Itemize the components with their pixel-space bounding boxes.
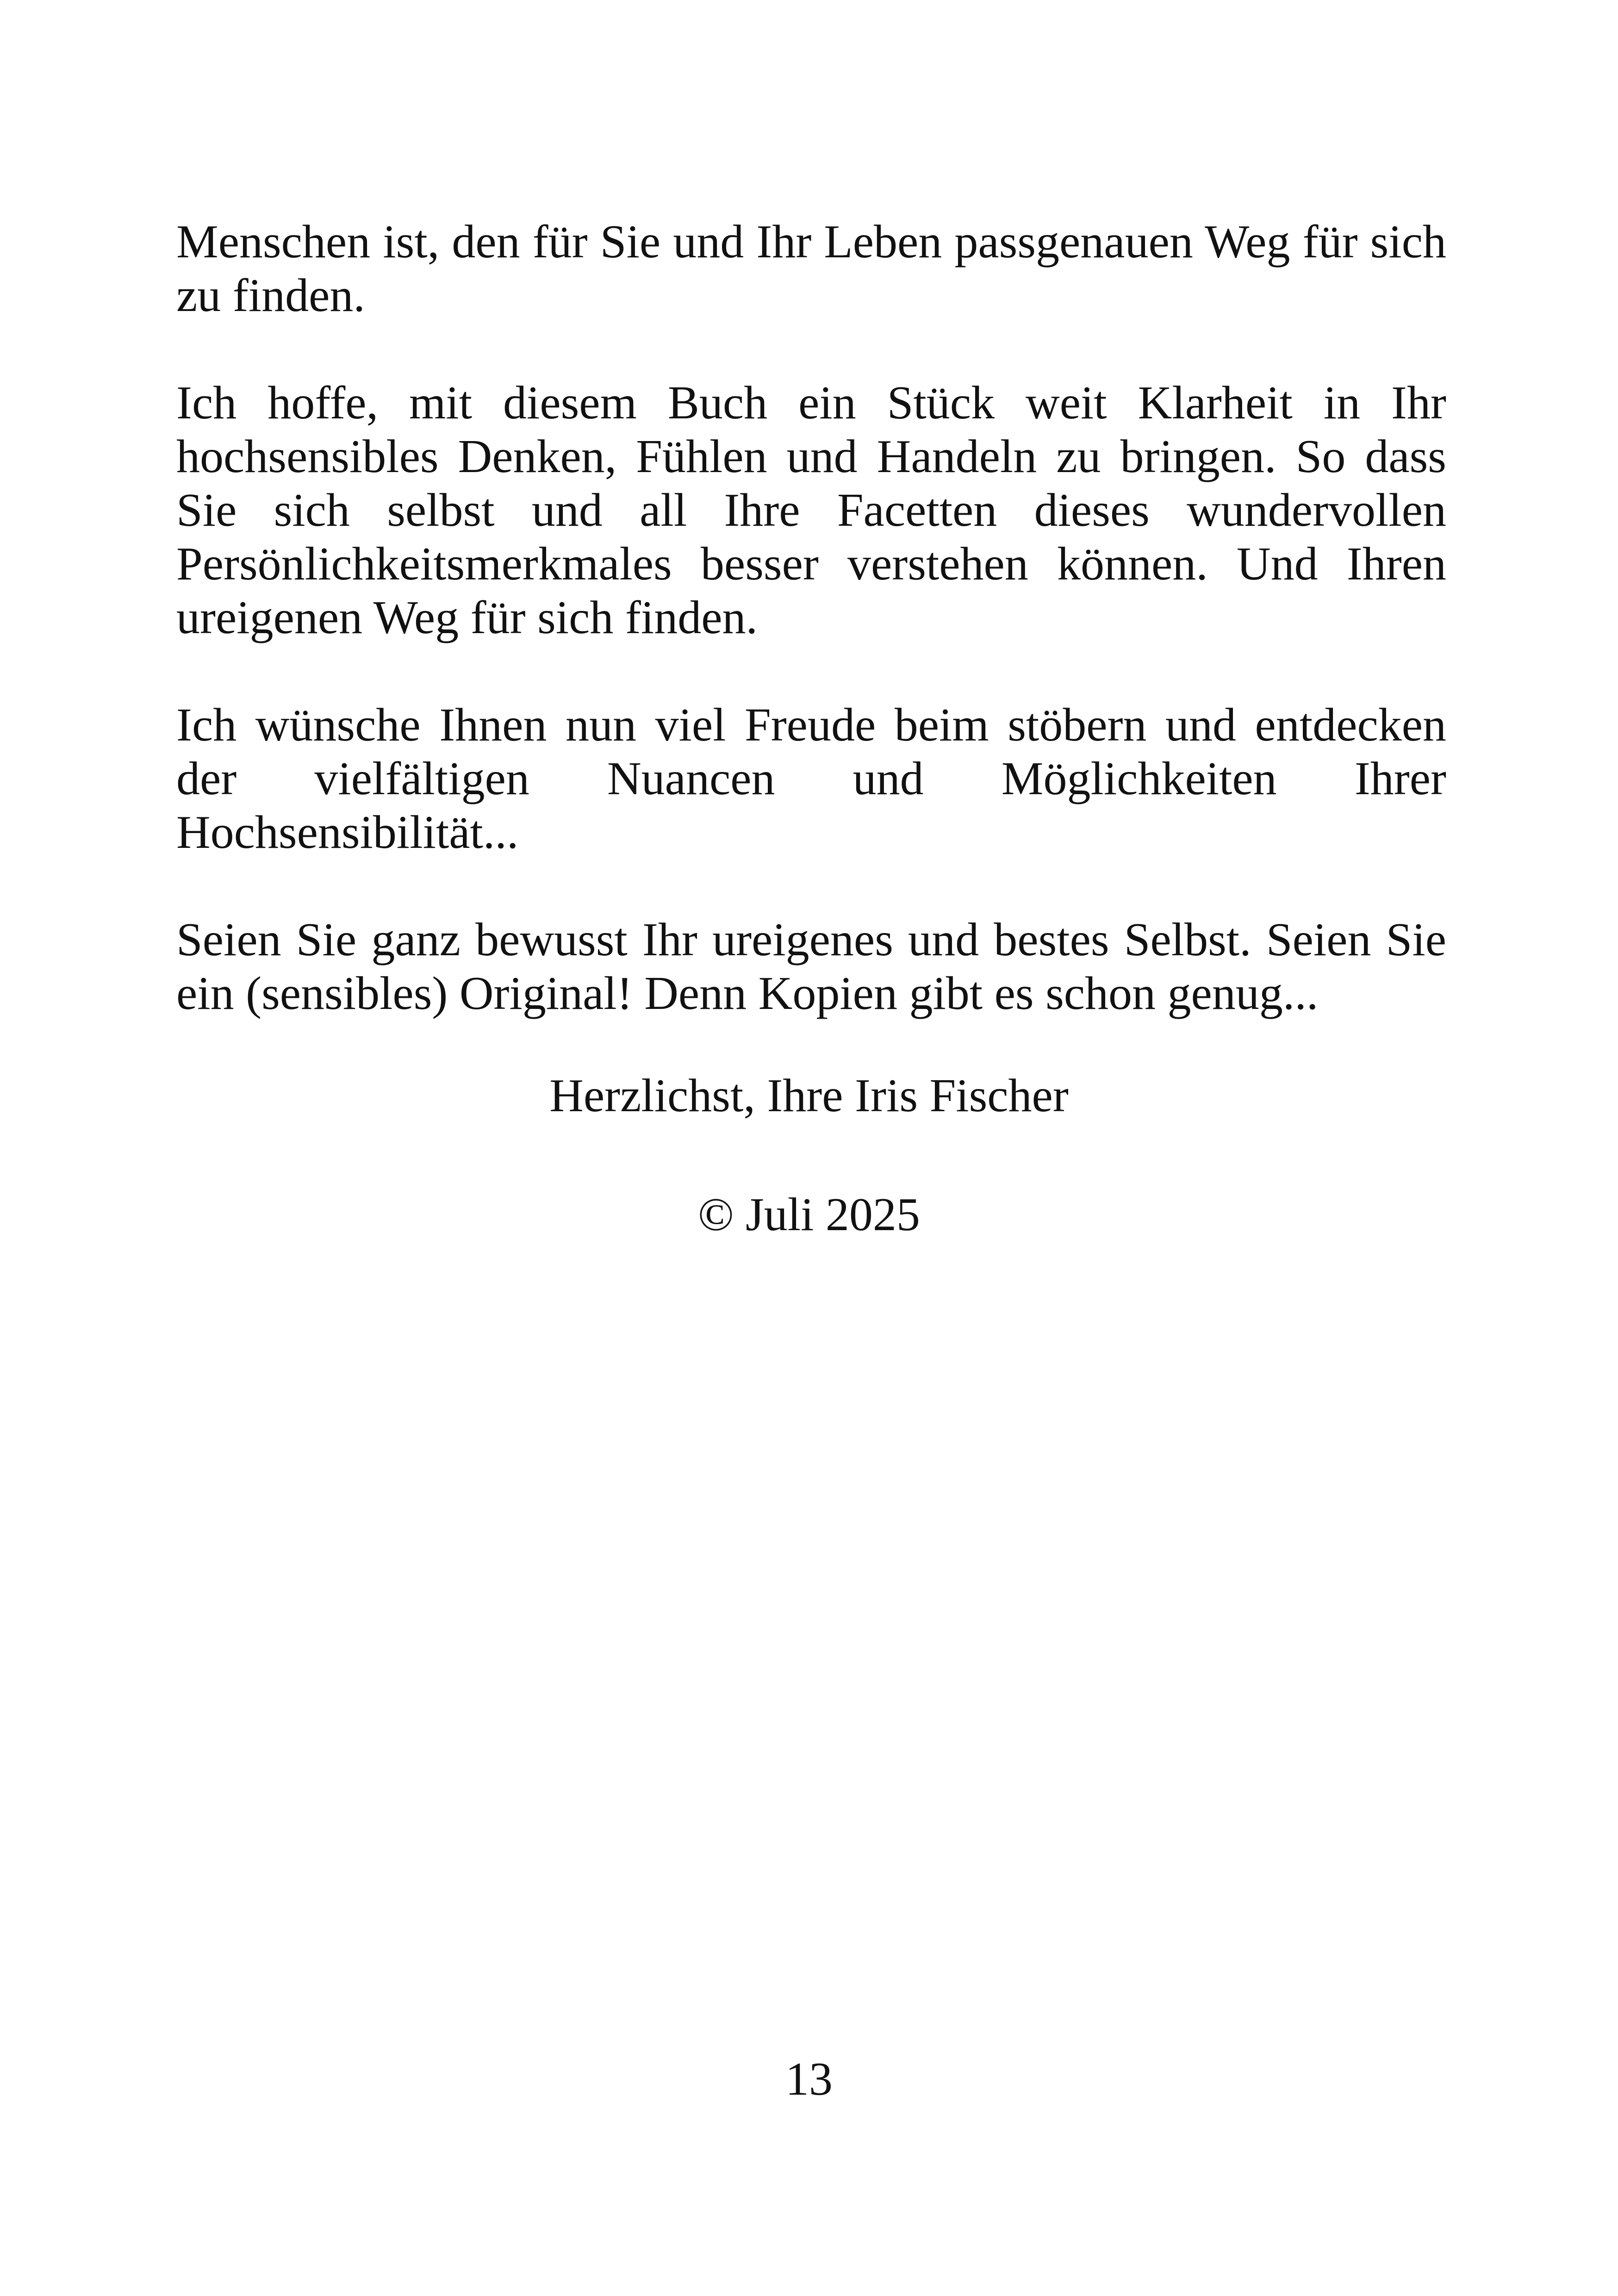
paragraph-4: Seien Sie ganz bewusst Ihr ureigenes und bestes Selbst. Seien Sie ein (sensibles) Original! Denn Kopien gibt es schon genug... — [176, 914, 1446, 1020]
paragraph-3: Ich wünsche Ihnen nun viel Freude beim stöbern und entdecken der vielfältigen Nuancen und Möglichkeiten Ihrer Hochsensibilität... — [176, 699, 1446, 859]
page-number: 13 — [785, 2053, 833, 2105]
paragraph-1: Menschen ist, den für Sie und Ihr Leben passgenauen Weg für sich zu finden. — [176, 216, 1446, 322]
body-text — [176, 215, 1446, 1074]
paragraph-2: Ich hoffe, mit diesem Buch ein Stück weit Klarheit in Ihr hochsensibles Denken, Fühlen und Handeln zu bringen. So dass Sie sich selbst und all Ihre Facetten dieses wundervollen Persönlichkeitsmerkmales besser verstehen können. Und Ihren ureigenen Weg für sich finden. — [176, 377, 1446, 644]
closing-signature: Herzlichst, Ihre Iris Fischer — [549, 1070, 1069, 1122]
copyright-line: © Juli 2025 — [698, 1188, 920, 1241]
